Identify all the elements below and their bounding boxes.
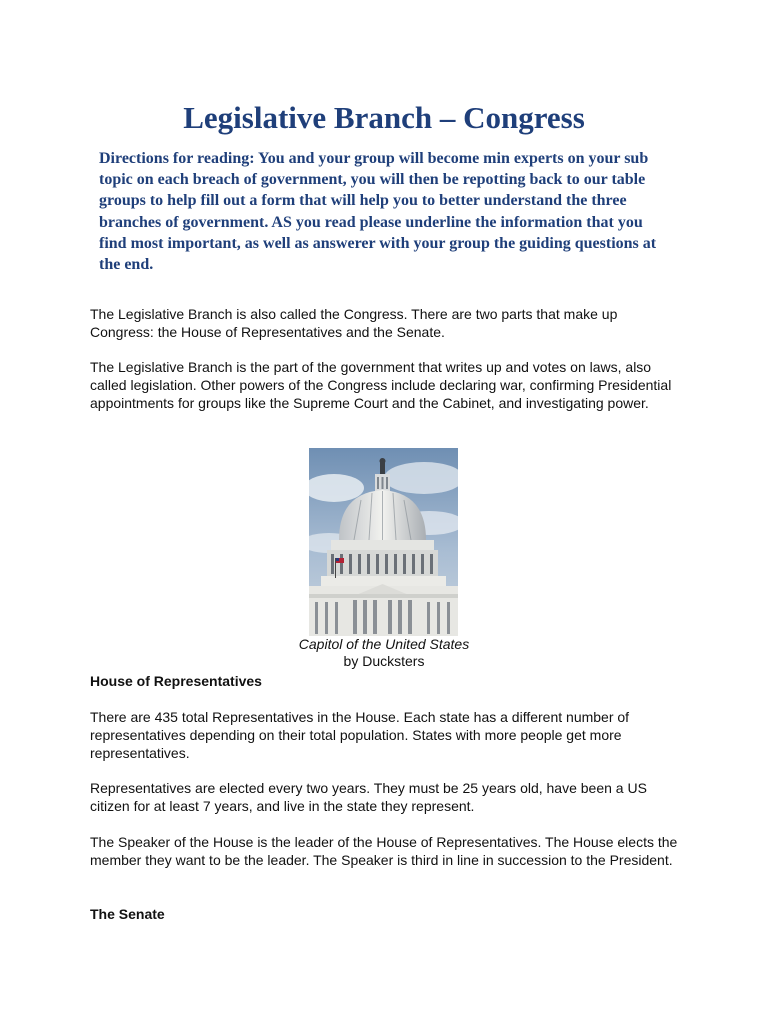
capitol-photo <box>309 448 458 636</box>
house-size-paragraph: There are 435 total Representatives in the House. Each state has a different number of representatives depending on their total population. States with more people get more representatives. <box>90 709 630 761</box>
page-title: Legislative Branch – Congress <box>183 100 585 135</box>
speaker-paragraph: The Speaker of the House is the leader of the House of Representatives. The House elects the member they want to be the leader. The Speaker is third in line in succession to the President. <box>90 834 678 868</box>
reading-directions: Directions for reading: You and your group will become min experts on your sub topic on each breach of government, you will then be repotting back to our table groups to help fill out a form that will help you to better understand the three branches of government. AS you read please underline the information that you find most important, as well as answerer with your group the guiding questions at the end. <box>99 150 657 274</box>
caption-title: Capitol of the United States <box>298 636 470 652</box>
senate-heading: The Senate <box>90 906 165 922</box>
powers-paragraph: The Legislative Branch is the part of the government that writes up and votes on laws, also called legislation. Other powers of the Congress include declaring war, confirming Presidential appointments for groups like the Supreme Court and the Cabinet, and investigating power. <box>90 359 672 411</box>
house-requirements-paragraph: Representatives are elected every two years. They must be 25 years old, have been a US citizen for at least 7 years, and live in the state they represent. <box>90 780 647 814</box>
intro-paragraph: The Legislative Branch is also called the Congress. There are two parts that make up Congress: the House of Representatives and the Senate. <box>90 306 618 340</box>
photo-caption <box>0 636 768 670</box>
caption-credit: by Ducksters <box>343 653 425 669</box>
house-heading: House of Representatives <box>90 673 262 689</box>
